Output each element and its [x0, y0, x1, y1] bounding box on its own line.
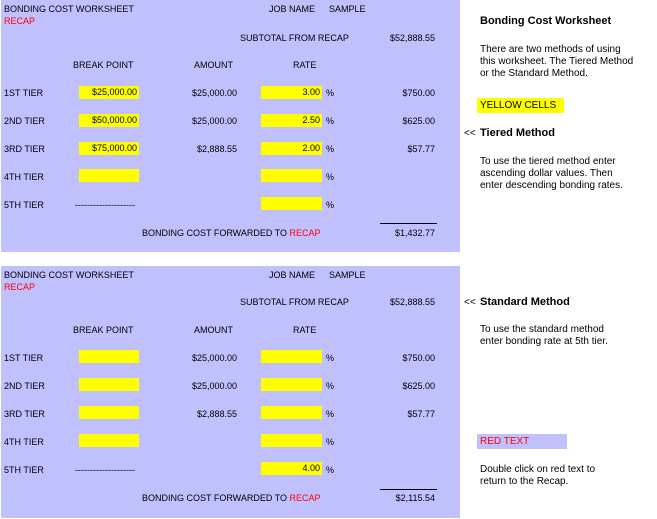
tier-total: $750.00 — [402, 88, 435, 98]
red-line: Double click on red text to — [480, 464, 596, 475]
percent-sign: % — [326, 172, 335, 182]
tier-total: $57.77 — [407, 409, 435, 419]
tier-label: 3RD TIER — [4, 144, 45, 154]
amount-cell: $25,000.00 — [191, 353, 237, 363]
rate-cell[interactable]: 2.50 — [261, 114, 322, 127]
tiered-line: ascending dollar values. Then — [480, 168, 613, 179]
percent-sign: % — [326, 381, 335, 391]
standard-method-title: Standard Method — [480, 296, 570, 308]
header-break-point: BREAK POINT — [73, 325, 134, 335]
tier-total: $625.00 — [402, 381, 435, 391]
subtotal-label: SUBTOTAL FROM RECAP — [240, 33, 349, 43]
job-name-label: JOB NAME — [269, 4, 316, 14]
job-name-value: SAMPLE — [329, 270, 366, 280]
amount-cell: $25,000.00 — [191, 88, 237, 98]
tier-total: $750.00 — [402, 353, 435, 363]
subtotal-value: $52,888.55 — [389, 297, 435, 307]
header-rate: RATE — [293, 60, 317, 70]
job-name-value: SAMPLE — [329, 4, 366, 14]
forward-total: $1,432.77 — [394, 228, 435, 238]
break-point-cell[interactable] — [79, 169, 139, 182]
forward-recap-link[interactable]: RECAP — [289, 493, 321, 503]
break-point-cell[interactable] — [79, 378, 139, 391]
recap-link[interactable]: RECAP — [4, 16, 36, 26]
rate-cell[interactable]: 3.00 — [261, 86, 322, 99]
standard-method-text — [480, 324, 608, 348]
break-point-cell[interactable] — [79, 350, 139, 363]
tier-total: $625.00 — [402, 116, 435, 126]
tiered-line: enter descending bonding rates. — [480, 180, 623, 191]
header-rate: RATE — [293, 325, 317, 335]
percent-sign: % — [326, 409, 335, 419]
tier-total: $57.77 — [407, 144, 435, 154]
tiered-method-title: Tiered Method — [480, 127, 555, 139]
rate-cell[interactable] — [261, 350, 322, 363]
tier-label: 5TH TIER — [4, 465, 44, 475]
recap-link[interactable]: RECAP — [4, 282, 36, 292]
amount-cell: $25,000.00 — [191, 116, 237, 126]
percent-sign: % — [326, 200, 335, 210]
tiered-method-text — [480, 156, 623, 192]
tier-label: 2ND TIER — [4, 116, 45, 126]
tier-label: 1ST TIER — [4, 353, 44, 363]
rate-cell[interactable]: 2.00 — [261, 142, 322, 155]
break-point-cell[interactable]: $25,000.00 — [79, 86, 139, 99]
forward-label-text: BONDING COST FORWARDED TO — [142, 493, 288, 503]
rate-cell[interactable]: 4.00 — [261, 462, 322, 475]
break-point-cell[interactable] — [79, 434, 139, 447]
header-amount: AMOUNT — [194, 60, 233, 70]
percent-sign: % — [326, 353, 335, 363]
subtotal-label: SUBTOTAL FROM RECAP — [240, 297, 349, 307]
amount-cell: $2,888.55 — [196, 144, 237, 154]
header-break-point: BREAK POINT — [73, 60, 134, 70]
forward-label-text: BONDING COST FORWARDED TO — [142, 228, 288, 238]
subtotal-value: $52,888.55 — [389, 33, 435, 43]
tier-label: 4TH TIER — [4, 172, 44, 182]
chevron-left-icon: << — [464, 128, 476, 139]
total-rule — [380, 223, 437, 224]
forward-total: $2,115.54 — [395, 493, 435, 503]
red-text-help — [480, 464, 595, 488]
tier-label: 1ST TIER — [4, 88, 44, 98]
total-rule — [380, 489, 437, 490]
forward-label — [142, 228, 321, 239]
worksheet-tiered — [1, 0, 460, 252]
red-line: return to the Recap. — [480, 476, 569, 487]
standard-line: To use the standard method — [480, 324, 604, 335]
percent-sign: % — [326, 116, 335, 126]
forward-label — [142, 493, 321, 504]
red-text-legend: RED TEXT — [477, 434, 567, 449]
header-amount: AMOUNT — [194, 325, 233, 335]
amount-cell: $25,000.00 — [191, 381, 237, 391]
chevron-left-icon: << — [464, 297, 476, 308]
percent-sign: % — [326, 88, 335, 98]
worksheet-title: BONDING COST WORKSHEET — [4, 270, 134, 280]
break-point-dashes: -------------------- — [75, 200, 135, 210]
standard-line: enter bonding rate at 5th tier. — [480, 336, 608, 347]
amount-cell: $2,888.55 — [196, 409, 237, 419]
rate-cell[interactable] — [261, 378, 322, 391]
break-point-cell[interactable] — [79, 406, 139, 419]
help-intro-line: There are two methods of using — [480, 44, 621, 55]
help-title: Bonding Cost Worksheet — [480, 15, 612, 27]
worksheet-title: BONDING COST WORKSHEET — [4, 4, 134, 14]
break-point-dashes: -------------------- — [75, 465, 135, 475]
percent-sign: % — [326, 437, 335, 447]
tier-label: 2ND TIER — [4, 381, 45, 391]
break-point-cell[interactable]: $50,000.00 — [79, 114, 139, 127]
break-point-cell[interactable]: $75,000.00 — [79, 142, 139, 155]
help-intro-line: this worksheet. The Tiered Method — [480, 56, 634, 67]
percent-sign: % — [326, 144, 335, 154]
tier-label: 5TH TIER — [4, 200, 44, 210]
percent-sign: % — [326, 465, 335, 475]
forward-recap-link[interactable]: RECAP — [289, 228, 321, 238]
job-name-label: JOB NAME — [269, 270, 316, 280]
tiered-line: To use the tiered method enter — [480, 156, 616, 167]
tier-label: 3RD TIER — [4, 409, 45, 419]
help-intro-line: or the Standard Method. — [480, 68, 588, 79]
yellow-cells-legend: YELLOW CELLS — [477, 98, 564, 113]
rate-cell[interactable] — [261, 434, 322, 447]
worksheet-standard — [1, 266, 460, 518]
tier-label: 4TH TIER — [4, 437, 44, 447]
help-intro — [480, 44, 633, 80]
rate-cell[interactable] — [261, 169, 322, 182]
rate-cell[interactable] — [261, 197, 322, 210]
rate-cell[interactable] — [261, 406, 322, 419]
